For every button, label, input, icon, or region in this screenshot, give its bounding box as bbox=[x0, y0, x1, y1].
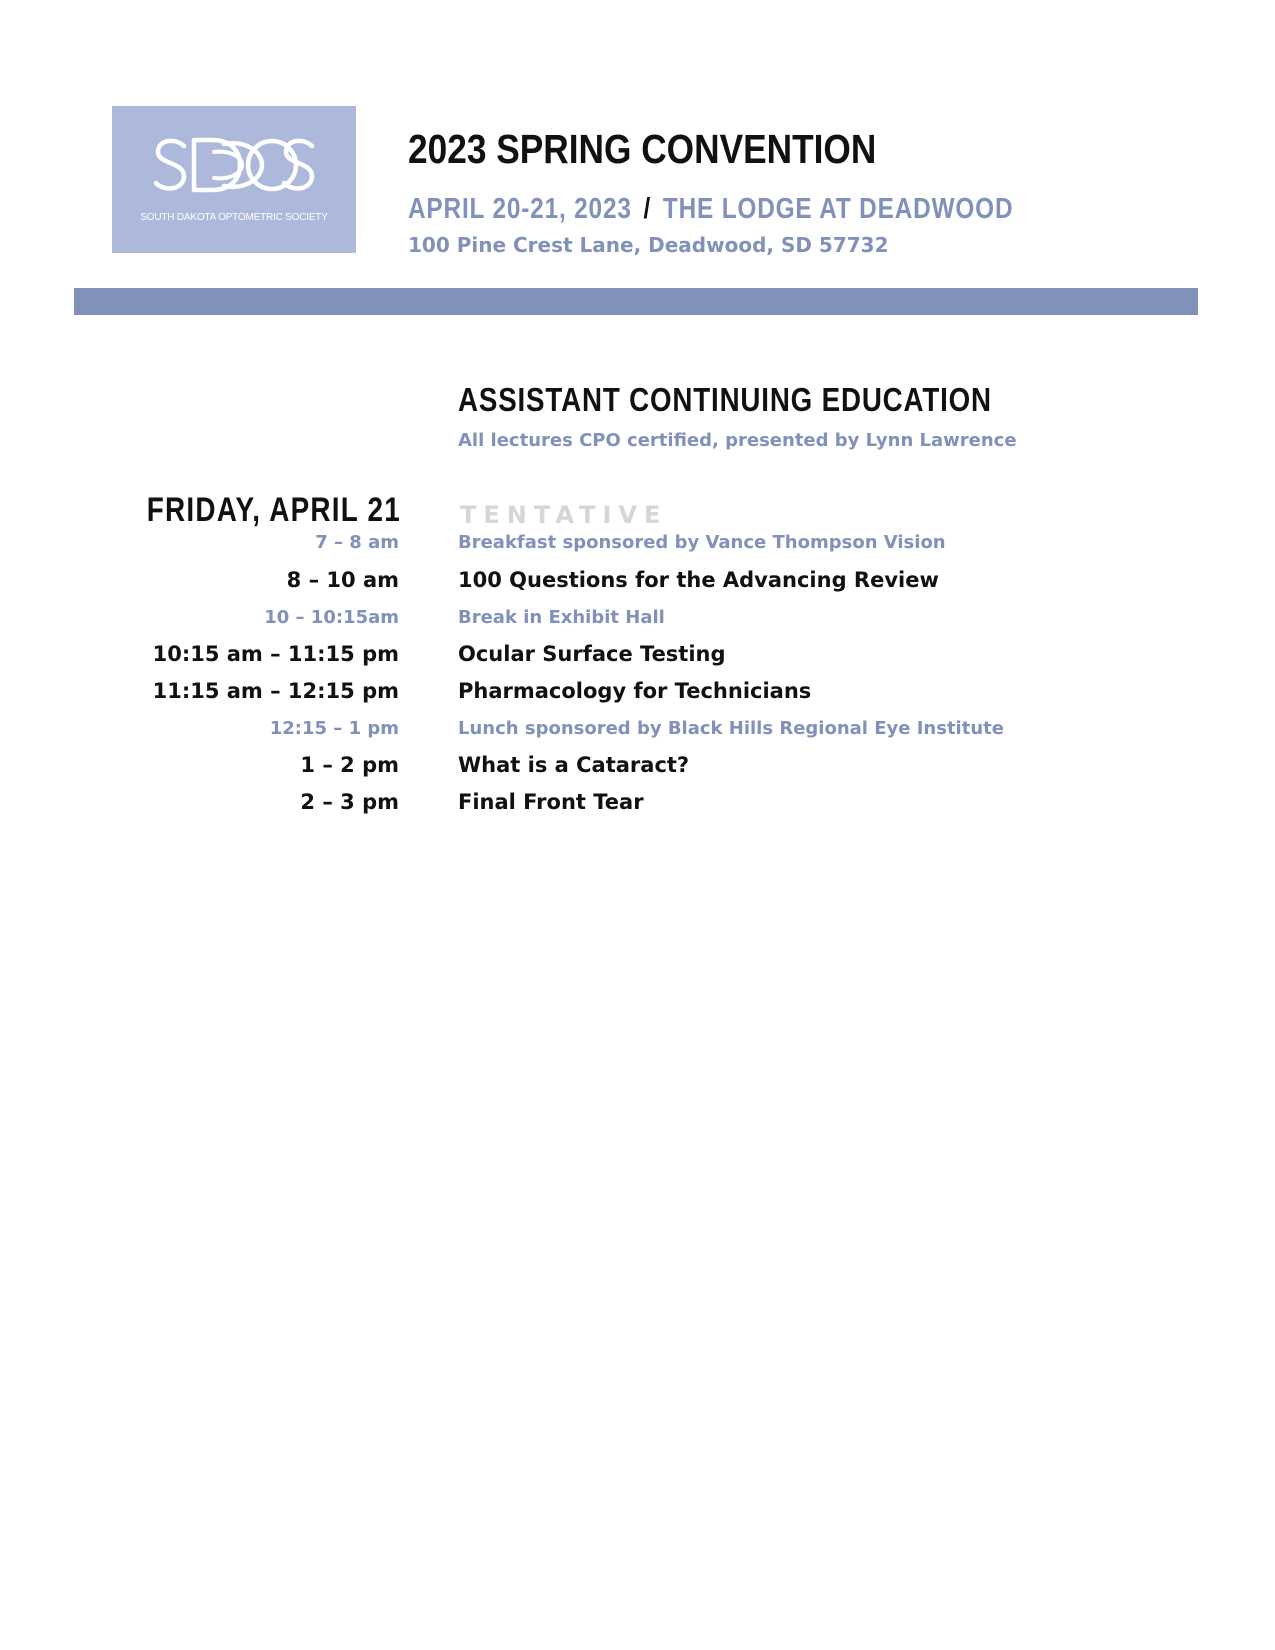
section-title: ASSISTANT CONTINUING EDUCATION bbox=[458, 381, 992, 418]
schedule-time: 1 – 2 pm bbox=[300, 753, 399, 777]
sdos-logo bbox=[112, 106, 356, 253]
schedule-row bbox=[0, 714, 1275, 748]
separator: / bbox=[643, 193, 652, 225]
schedule-time: 8 – 10 am bbox=[286, 568, 399, 592]
logo-subtitle: SOUTH DAKOTA OPTOMETRIC SOCIETY bbox=[140, 212, 328, 223]
schedule-event: Breakfast sponsored by Vance Thompson Vision bbox=[458, 532, 946, 553]
section-subtitle: All lectures CPO certified, presented by Lynn Lawrence bbox=[458, 430, 1017, 451]
event-venue: THE LODGE AT DEADWOOD bbox=[662, 193, 1014, 225]
venue-address: 100 Pine Crest Lane, Deadwood, SD 57732 bbox=[408, 233, 889, 257]
schedule-event: Lunch sponsored by Black Hills Regional Eye Institute bbox=[458, 718, 1004, 739]
schedule-event: Pharmacology for Technicians bbox=[458, 679, 812, 703]
schedule-event: What is a Cataract? bbox=[458, 753, 690, 777]
schedule-row bbox=[0, 676, 1275, 710]
schedule-event: Final Front Tear bbox=[458, 790, 644, 814]
day-heading: FRIDAY, APRIL 21 bbox=[146, 491, 401, 529]
schedule-row bbox=[0, 750, 1275, 784]
schedule-event: Ocular Surface Testing bbox=[458, 642, 726, 666]
schedule-event: 100 Questions for the Advancing Review bbox=[458, 568, 939, 592]
header-divider-band bbox=[74, 288, 1198, 315]
schedule-row bbox=[0, 565, 1275, 599]
schedule-event: Break in Exhibit Hall bbox=[458, 607, 665, 628]
schedule-row bbox=[0, 639, 1275, 673]
schedule-row bbox=[0, 603, 1275, 637]
schedule-time: 2 – 3 pm bbox=[300, 790, 399, 814]
event-dates: APRIL 20-21, 2023 bbox=[408, 193, 632, 225]
page-title: 2023 SPRING CONVENTION bbox=[408, 126, 877, 172]
sdos-wordmark-icon bbox=[112, 106, 356, 253]
status-label: TENTATIVE bbox=[460, 501, 668, 529]
schedule-time: 10 – 10:15am bbox=[264, 607, 399, 628]
schedule-row bbox=[0, 787, 1275, 821]
schedule-time: 7 – 8 am bbox=[315, 532, 399, 553]
schedule-time: 12:15 – 1 pm bbox=[269, 718, 399, 739]
schedule-time: 11:15 am – 12:15 pm bbox=[152, 679, 399, 703]
schedule-time: 10:15 am – 11:15 pm bbox=[152, 642, 399, 666]
event-date-venue bbox=[408, 191, 1013, 227]
schedule-row bbox=[0, 528, 1275, 562]
